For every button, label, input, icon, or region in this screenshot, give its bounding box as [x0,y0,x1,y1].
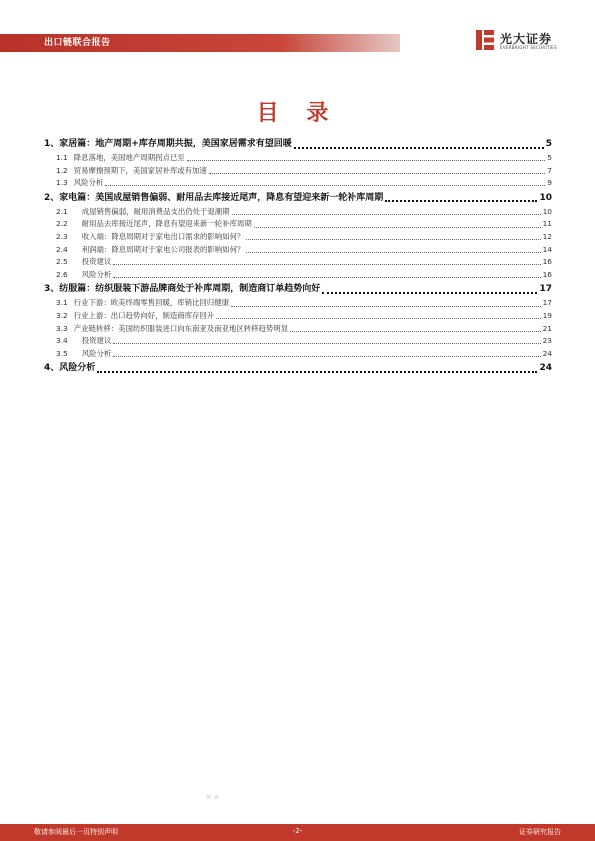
toc-section-entry[interactable] [44,190,552,206]
logo-icon [474,28,496,52]
toc-entry-page: 24 [539,363,552,374]
toc-subsection-entry[interactable] [44,231,552,244]
logo-text-en: EVERBRIGHT SECURITIES [500,45,557,50]
toc-leader-dots [209,172,545,174]
toc-entry-number: 3.4 [56,336,68,346]
toc-subsection-entry[interactable] [44,177,552,190]
toc-entry-number: 3.2 [56,310,68,320]
toc-entry-title: 降息落地，美国地产周期拐点已至 [73,153,185,162]
toc-subsection-entry[interactable] [44,244,552,257]
toc-entry-title: 风险分析 [81,269,112,279]
toc-entry-title: 纺服篇：纺织服装下游品牌商处于补库周期，制造商订单趋势向好 [59,284,321,295]
toc-subsection-entry[interactable] [44,152,552,165]
company-logo [474,28,584,58]
toc-entry-page: 16 [542,257,552,267]
toc-entry-title: 投资建议 [81,257,112,267]
toc-entry-number: 2.5 [56,257,68,267]
toc-entry-page: 10 [542,206,552,216]
toc-entry-page: 17 [539,284,552,295]
toc-entry-title: 风险分析 [73,178,104,188]
toc-entry-page: 19 [542,310,552,320]
toc-subsection-entry[interactable] [44,165,552,178]
toc-entry-title: 利润端：降息周期对于家电公司报表的影响如何？ [81,244,245,254]
toc-entry-title: 行业下游：欧美终端零售回暖，库销比回归健康 [73,298,229,308]
toc-leader-dots [113,263,540,265]
toc-entry-number: 1.1 [56,153,68,162]
toc-leader-dots [246,238,540,240]
toc-leader-dots [322,291,537,294]
toc-entry-title: 成屋销售偏弱，耐用消费品支出仍处于退潮期 [81,206,230,216]
toc-entry-number: 3.1 [56,298,68,308]
toc-section-entry[interactable] [44,281,552,297]
toc-leader-dots [254,226,541,228]
toc-leader-dots [105,184,545,186]
toc-leader-dots [246,251,540,253]
toc-subsection-entry[interactable] [44,348,552,361]
toc-entry-page: 17 [542,298,552,308]
toc-entry-title: 风险分析 [81,348,112,358]
toc-leader-dots [113,342,540,344]
toc-entry-page: 10 [539,192,552,203]
toc-entry-page: 9 [547,178,552,188]
toc-entry-page: 14 [542,244,552,254]
toc-entry-number: 2.2 [56,219,68,229]
table-of-contents [44,136,552,376]
toc-entry-number: 3、 [44,284,60,295]
toc-leader-dots [187,159,546,161]
toc-entry-page: 12 [542,231,552,241]
toc-entry-page: 21 [542,323,552,333]
toc-heading: 目 录 [256,101,339,126]
toc-subsection-entry[interactable] [44,269,552,282]
toc-entry-number: 2.1 [56,206,68,216]
toc-subsection-entry[interactable] [44,297,552,310]
toc-entry-page: 16 [542,269,552,279]
toc-entry-page: 7 [547,165,552,175]
toc-leader-dots [97,370,537,373]
disclaimer-note: 敬请参阅最后一页特别声明 [34,828,118,836]
toc-entry-number: 4、 [44,363,60,374]
toc-entry-number: 3.3 [56,323,68,333]
toc-leader-dots [113,276,540,278]
toc-subsection-entry[interactable] [44,218,552,231]
toc-entry-number: 1.2 [56,165,68,175]
toc-entry-number: 2.3 [56,231,68,241]
toc-entry-title: 投资建议 [81,336,112,346]
toc-entry-page: 24 [542,348,552,358]
toc-entry-title: 行业上游：出口趋势向好，制造商库存回升 [73,310,215,320]
toc-entry-title: 产业链转移：美国纺织服装进口向东南亚及南亚地区转移趋势明显 [73,323,289,333]
toc-section-entry[interactable] [44,360,552,376]
toc-subsection-entry[interactable] [44,310,552,323]
toc-subsection-entry[interactable] [44,206,552,219]
report-type-label: 出口链联合报告 [44,38,111,48]
toc-entry-number: 1.3 [56,178,68,188]
toc-entry-number: 3.5 [56,348,68,358]
toc-entry-title: 收入端：降息周期对于家电出口需求的影响如何？ [81,231,245,241]
toc-entry-title: 耐用品去库接近尾声，降息有望迎来新一轮补库周期 [81,219,252,229]
logo-text-cn: 光大证券 [500,32,553,46]
report-category: 证券研究报告 [519,828,561,836]
toc-section-entry[interactable] [44,136,552,152]
toc-entry-page: 23 [542,336,552,346]
toc-entry-number: 1、 [44,139,60,149]
toc-entry-page: 5 [547,153,552,162]
toc-entry-page: 5 [545,139,552,149]
toc-subsection-entry[interactable] [44,335,552,348]
toc-entry-number: 2.6 [56,269,68,279]
toc-leader-dots [290,330,540,332]
page-number: -2- [292,827,303,835]
toc-leader-dots [113,355,540,357]
toc-entry-title: 风险分析 [59,363,96,374]
toc-entry-title: 贸易摩擦预期下，美国家居补库或有加速 [73,165,207,175]
toc-subsection-entry[interactable] [44,323,552,336]
watermark: ▪ ▪ [206,792,220,801]
toc-entry-number: 2、 [44,192,60,203]
toc-entry-number: 2.4 [56,244,68,254]
toc-entry-page: 11 [542,219,552,229]
toc-leader-dots [385,199,537,202]
toc-leader-dots [231,305,541,307]
toc-subsection-entry[interactable] [44,256,552,269]
toc-leader-dots [232,213,541,215]
toc-entry-title: 家居篇：地产周期+库存周期共振，美国家居需求有望回暖 [59,139,292,149]
toc-entry-title: 家电篇：美国成屋销售偏弱、耐用品去库接近尾声，降息有望迎来新一轮补库周期 [59,192,384,203]
toc-leader-dots [294,146,544,149]
toc-leader-dots [216,317,540,319]
